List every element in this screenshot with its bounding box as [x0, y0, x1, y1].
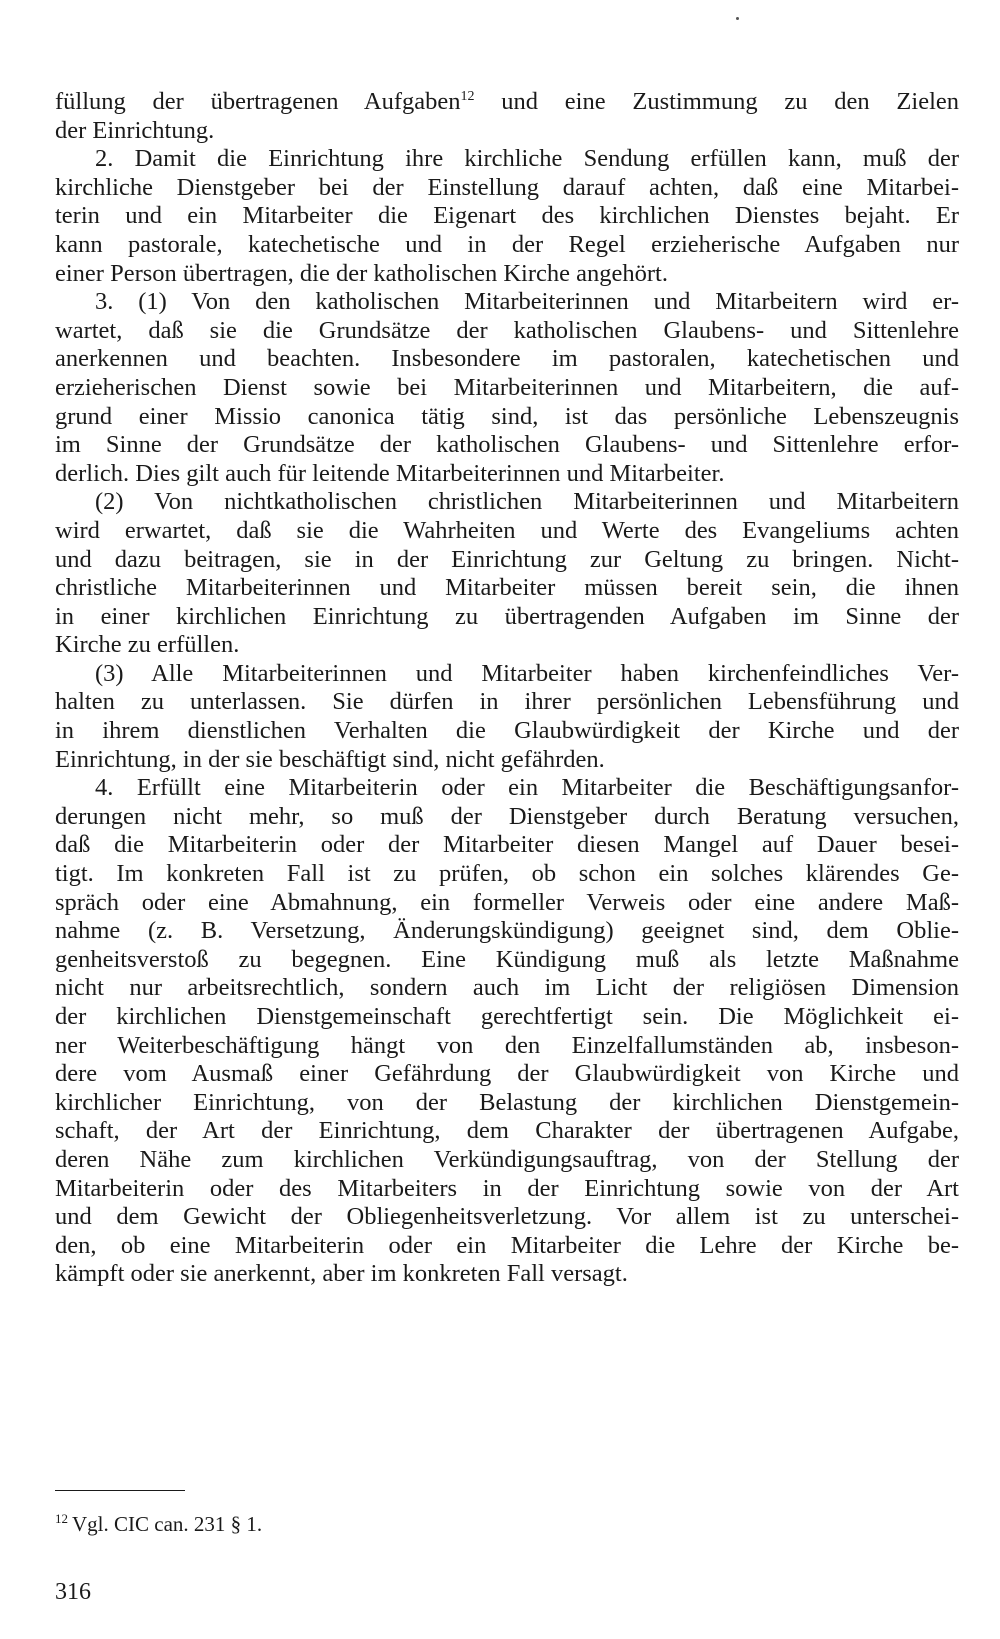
- text-line: Einrichtung, in der sie beschäftigt sind, nicht gefährden.: [55, 745, 605, 773]
- text-line: kirchliche Dienstgeber bei der Einstellung darauf achten, daß eine Mitarbei-: [55, 173, 959, 201]
- text-line: derlich. Dies gilt auch für leitende Mitarbeiterinnen und Mitarbeiter.: [55, 459, 725, 487]
- text-line: tigt. Im konkreten Fall ist zu prüfen, ob schon ein solches klärendes Ge-: [55, 860, 959, 888]
- paragraph-4-start: 4. Erfüllt eine Mitarbeiterin oder ein Mitarbeiter die Beschäftigungsanfor-: [95, 774, 959, 802]
- text-line: schaft, der Art der Einrichtung, dem Charakter der übertragenen Aufgabe,: [55, 1117, 959, 1145]
- text-line: den, ob eine Mitarbeiterin oder ein Mitarbeiter die Lehre der Kirche be-: [55, 1231, 959, 1259]
- text-line: und dem Gewicht der Obliegenheitsverletzung. Vor allem ist zu unterschei-: [55, 1203, 959, 1231]
- text-line: terin und ein Mitarbeiter die Eigenart des kirchlichen Dienstes bejaht. Er: [55, 202, 959, 230]
- paragraph-3-2-start: (2) Von nichtkatholischen christlichen Mitarbeiterinnen und Mitarbeitern: [95, 488, 959, 516]
- text-line: kämpft oder sie anerkennt, aber im konkreten Fall versagt.: [55, 1260, 628, 1288]
- text-line: derungen nicht mehr, so muß der Dienstgeber durch Beratung versuchen,: [55, 802, 959, 830]
- text-line: kann pastorale, katechetische und in der Regel erzieherische Aufgaben nur: [55, 230, 959, 258]
- text-line: genheitsverstoß zu begegnen. Eine Kündigung muß als letzte Maßnahme: [55, 945, 959, 973]
- page-number: 316: [55, 1579, 91, 1605]
- text-line: anerkennen und beachten. Insbesondere im pastoralen, katechetischen und: [55, 345, 959, 373]
- text-line: ner Weiterbeschäftigung hängt von den Einzelfallumständen ab, insbeson-: [55, 1031, 959, 1059]
- paragraph-3-3-start: (3) Alle Mitarbeiterinnen und Mitarbeiter haben kirchenfeindliches Ver-: [95, 659, 959, 687]
- body-text: [55, 88, 959, 1289]
- text-line: in ihrem dienstlichen Verhalten die Glaubwürdigkeit der Kirche und der: [55, 717, 959, 745]
- footnote-reference: 12: [460, 89, 475, 104]
- text-line: Kirche zu erfüllen.: [55, 631, 240, 659]
- footnote-text: Vgl. CIC can. 231 § 1.: [72, 1512, 263, 1536]
- scan-speck: [736, 17, 739, 20]
- text-line: daß die Mitarbeiterin oder der Mitarbeiter diesen Mangel auf Dauer besei-: [55, 831, 959, 859]
- text-line: füllung der übertragenen Aufgaben$^{12}$ und eine Zustimmung zu den Zielen: [55, 88, 959, 115]
- text-line: Mitarbeiterin oder des Mitarbeiters in der Einrichtung sowie von der Art: [55, 1174, 959, 1202]
- text-line: in einer kirchlichen Einrichtung zu übertragenden Aufgaben im Sinne der: [55, 602, 959, 630]
- text-line: kirchlicher Einrichtung, von der Belastung der kirchlichen Dienstgemein-: [55, 1088, 959, 1116]
- footnote-divider: [55, 1490, 185, 1491]
- footnote: [55, 1511, 262, 1537]
- text-line: und dazu beitragen, sie in der Einrichtung zur Geltung zu bringen. Nicht-: [55, 545, 959, 573]
- text-line: grund einer Missio canonica tätig sind, ist das persönliche Lebenszeugnis: [55, 402, 959, 430]
- text-line: nicht nur arbeitsrechtlich, sondern auch im Licht der religiösen Dimension: [55, 974, 959, 1002]
- text-line: halten zu unterlassen. Sie dürfen in ihrer persönlichen Lebensführung und: [55, 688, 959, 716]
- text-line: spräch oder eine Abmahnung, ein formeller Verweis oder eine andere Maß-: [55, 888, 959, 916]
- text-line: deren Nähe zum kirchlichen Verkündigungsauftrag, von der Stellung der: [55, 1145, 959, 1173]
- footnote-mark: 12: [55, 1511, 68, 1526]
- text-line: der Einrichtung.: [55, 116, 215, 144]
- text-line: im Sinne der Grundsätze der katholischen Glaubens- und Sittenlehre erfor-: [55, 431, 959, 459]
- text-line: erzieherischen Dienst sowie bei Mitarbeiterinnen und Mitarbeitern, die auf-: [55, 373, 959, 401]
- text-line: einer Person übertragen, die der katholischen Kirche angehört.: [55, 259, 668, 287]
- text-line: dere vom Ausmaß einer Gefährdung der Glaubwürdigkeit von Kirche und: [55, 1060, 959, 1088]
- text-line: nahme (z. B. Versetzung, Änderungskündigung) geeignet sind, dem Oblie-: [55, 917, 959, 945]
- text-line: wartet, daß sie die Grundsätze der katholischen Glaubens- und Sittenlehre: [55, 316, 959, 344]
- paragraph-3-start: 3. (1) Von den katholischen Mitarbeiterinnen und Mitarbeitern wird er-: [95, 288, 959, 316]
- text-line: christliche Mitarbeiterinnen und Mitarbeiter müssen bereit sein, die ihnen: [55, 574, 959, 602]
- paragraph-2-start: 2. Damit die Einrichtung ihre kirchliche Sendung erfüllen kann, muß der: [95, 145, 959, 173]
- text-line: der kirchlichen Dienstgemeinschaft gerechtfertigt sein. Die Möglichkeit ei-: [55, 1003, 959, 1030]
- text-line: wird erwartet, daß sie die Wahrheiten und Werte des Evangeliums achten: [55, 516, 959, 544]
